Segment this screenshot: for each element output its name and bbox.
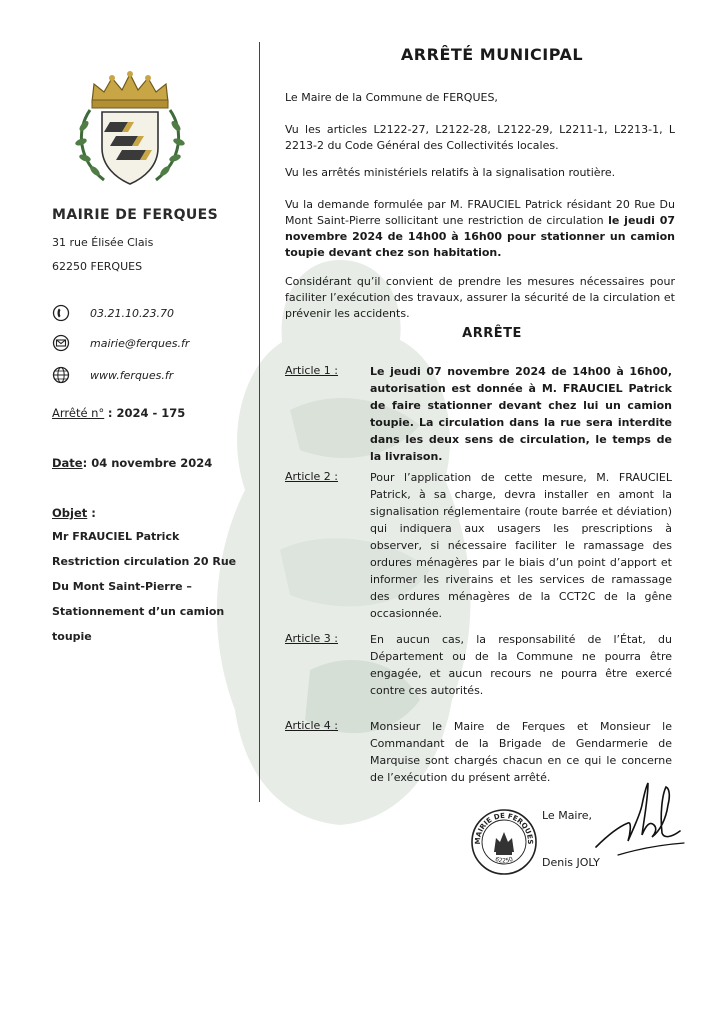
arrete-date <box>52 456 212 470</box>
objet-line: toupie <box>52 630 92 643</box>
commune-crest-icon <box>70 70 190 190</box>
contact-website-row <box>52 365 173 385</box>
globe-icon <box>52 366 70 384</box>
arrete-number <box>52 406 185 420</box>
article-4-text: Monsieur le Maire de Ferques et Monsieur le Commandant de la Brigade de Gendarmerie de Marquise sont chargés chacun en ce qui le concerne de l’exécution du présent arrêté. <box>370 720 672 784</box>
objet-label: Objet <box>52 506 88 520</box>
contact-email-row <box>52 333 189 353</box>
date-label: Date <box>52 456 83 470</box>
seal-bottom-text: 62250 <box>493 855 515 865</box>
seal-top-text: MAIRIE DE FERQUES <box>473 811 535 845</box>
considerant-paragraph: Considérant qu’il convient de prendre les mesures nécessaires pour faciliter l’exécution des travaux, assurer la sécurité de la circulation et prévenir les accidents. <box>285 275 675 320</box>
legal-reference-paragraph: Vu les articles L2122-27, L2122-28, L2122-29, L2211-1, L2213-1, L 2213-2 du Code Général des Collectivités locales. <box>285 123 675 152</box>
email-address[interactable]: mairie@ferques.fr <box>90 336 190 350</box>
phone-number: 03.21.10.23.70 <box>90 306 174 320</box>
request-paragraph <box>285 197 675 261</box>
article-3-text: En aucun cas, la responsabilité de l’État, du Département ou de la Commune ne pourra être engagée, et aucun recours ne pourra être exercé contre ces autorités. <box>370 633 672 697</box>
mairie-seal-stamp <box>470 808 538 876</box>
vertical-divider <box>259 42 260 802</box>
article-1-label: Article 1 : <box>285 364 338 377</box>
objet-line: Mr FRAUCIEL Patrick <box>52 530 180 543</box>
address-line-2: 62250 FERQUES <box>52 260 143 273</box>
mayor-name: Denis JOLY <box>542 856 600 869</box>
request-text-bold: le jeudi 07 novembre 2024 de 14h00 à 16h00 pour stationner un camion toupie devant chez son habitation. <box>285 214 676 259</box>
article-2-text: Pour l’application de cette mesure, M. FRAUCIEL Patrick, à sa charge, devra installer en amont la signalisation réglementaire (route barrée et déviation) qui indiquera aux usagers les prescriptions à observer, si nécessaire faciliter le ramassage des ordures ménagères par le biais d’un point d’apport et informer les riverains et les services de ramassage des ordures ménagères de la CCT2C de la gêne occasionnée. <box>370 471 672 620</box>
mayor-signature <box>588 775 688 865</box>
objet-line: Du Mont Saint-Pierre – <box>52 580 192 593</box>
signoff-text: Le Maire, <box>542 809 593 822</box>
phone-icon <box>52 304 70 322</box>
date-value: : 04 novembre 2024 <box>82 456 213 470</box>
arrete-number-value: : 2024 - 175 <box>107 406 186 420</box>
objet-colon: : <box>87 506 96 520</box>
website-url[interactable]: www.ferques.fr <box>90 368 174 382</box>
contact-phone-row <box>52 303 174 323</box>
svg-text:62250 <box>494 856 514 865</box>
mairie-name: MAIRIE DE FERQUES <box>52 207 219 223</box>
request-text: Vu la demande formulée par M. FRAUCIEL Patrick résidant 20 Rue Du Mont Saint-Pierre sollicitant une restriction de circulation <box>285 198 675 227</box>
arrete-heading: ARRÊTE <box>462 326 522 341</box>
objet-line: Stationnement d’un camion <box>52 605 225 618</box>
article-4-label: Article 4 : <box>285 719 338 732</box>
article-3-label: Article 3 : <box>285 632 338 645</box>
address-line-1: 31 rue Élisée Clais <box>52 236 154 249</box>
document-title: ARRÊTÉ MUNICIPAL <box>400 45 584 64</box>
objet-line: Restriction circulation 20 Rue <box>52 555 237 568</box>
article-2-label: Article 2 : <box>285 470 338 483</box>
objet-heading <box>52 506 96 520</box>
email-icon <box>52 334 70 352</box>
signalisation-paragraph: Vu les arrêtés ministériels relatifs à la signalisation routière. <box>285 166 616 179</box>
intro-paragraph: Le Maire de la Commune de FERQUES, <box>285 91 498 104</box>
article-1-text: Le jeudi 07 novembre 2024 de 14h00 à 16h00, autorisation est donnée à M. FRAUCIEL Patrick de faire stationner devant chez lui un camion toupie. La circulation dans la rue sera interdite dans les deux sens de circulation, le temps de la livraison. <box>370 365 672 463</box>
arrete-number-label: Arrêté n° <box>52 406 105 420</box>
